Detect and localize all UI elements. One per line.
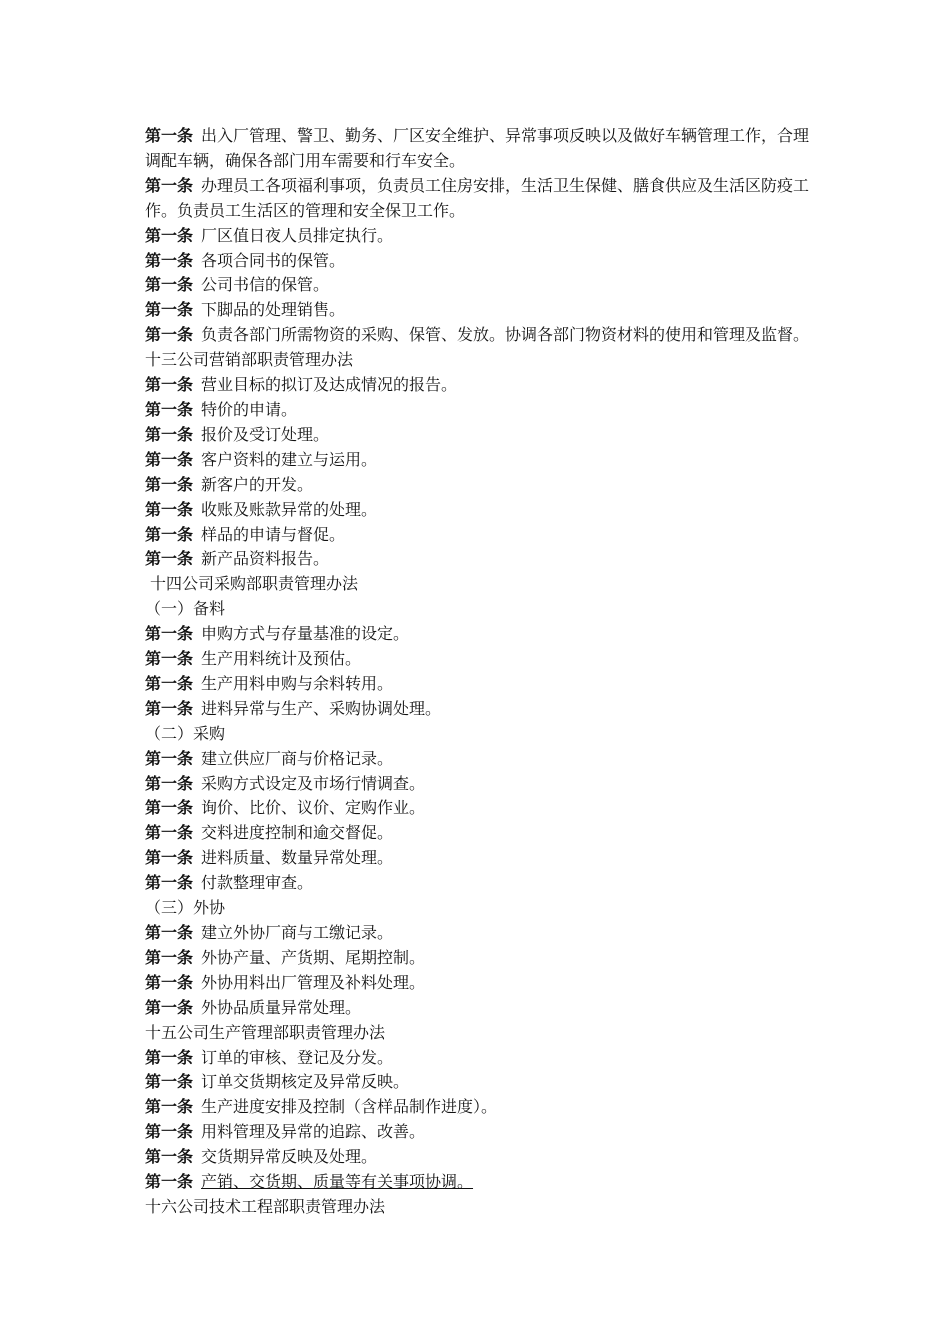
article-label: 第一条 bbox=[145, 524, 194, 544]
article-item bbox=[145, 747, 825, 772]
article-item bbox=[145, 821, 825, 846]
article-item bbox=[145, 996, 825, 1021]
article-text: 生产用料申购与余料转用。 bbox=[201, 673, 394, 693]
article-label: 第一条 bbox=[145, 972, 194, 992]
article-label: 第一条 bbox=[145, 474, 194, 494]
article-item bbox=[145, 174, 825, 224]
article-item bbox=[145, 1046, 825, 1071]
article-text: 收账及账款异常的处理。 bbox=[201, 499, 378, 519]
article-text: 下脚品的处理销售。 bbox=[201, 300, 346, 320]
article-text: 外协用料出厂管理及补料处理。 bbox=[201, 972, 426, 992]
article-item bbox=[145, 298, 825, 323]
article-item bbox=[145, 697, 825, 722]
article-item bbox=[145, 423, 825, 448]
article-text: 公司书信的保管。 bbox=[201, 275, 330, 295]
article-text: 付款整理审查。 bbox=[201, 873, 314, 893]
article-text: 建立外协厂商与工缴记录。 bbox=[201, 923, 394, 942]
article-item bbox=[145, 1145, 825, 1170]
article-label: 第一条 bbox=[145, 375, 194, 395]
article-text: 特价的申请。 bbox=[201, 399, 298, 419]
article-item bbox=[145, 946, 825, 971]
article-text: 询价、比价、议价、定购作业。 bbox=[201, 798, 426, 818]
article-label: 第一条 bbox=[145, 225, 194, 245]
article-item bbox=[145, 473, 825, 498]
article-text: 办理员工各项福利事项，负责员工住房安排，生活卫生保健、膳食供应及生活区防疫工作。负责员工生活区的管理和安全保卫工作。 bbox=[145, 175, 810, 220]
article-label: 第一条 bbox=[145, 649, 194, 669]
section-heading: 十四公司采购部职责管理办法 bbox=[150, 574, 359, 594]
article-label: 第一条 bbox=[145, 923, 194, 942]
article-text: 进料异常与生产、采购协调处理。 bbox=[201, 698, 442, 718]
article-text: 外协产量、产货期、尾期控制。 bbox=[201, 947, 426, 967]
article-label: 第一条 bbox=[145, 624, 194, 644]
article-item bbox=[145, 523, 825, 548]
subsection-title: （三）外协 bbox=[145, 898, 226, 918]
article-text: 进料质量、数量异常处理。 bbox=[201, 848, 394, 868]
article-text: 订单的审核、登记及分发。 bbox=[201, 1047, 394, 1067]
article-label: 第一条 bbox=[145, 873, 194, 893]
article-text: 建立供应厂商与价格记录。 bbox=[201, 748, 394, 768]
article-item bbox=[145, 398, 825, 423]
article-item bbox=[145, 498, 825, 523]
article-label: 第一条 bbox=[145, 325, 194, 345]
article-label: 第一条 bbox=[145, 1147, 194, 1167]
article-text: 出入厂管理、警卫、勤务、厂区安全维护、异常事项反映以及做好车辆管理工作，合理调配车辆，确保各部门用车需要和行车安全。 bbox=[145, 126, 810, 170]
article-item bbox=[145, 921, 825, 946]
article-label: 第一条 bbox=[145, 1047, 194, 1067]
section-heading: 十三公司营销部职责管理办法 bbox=[145, 350, 354, 370]
article-text: 外协品质量异常处理。 bbox=[201, 997, 362, 1017]
article-text: 交货期异常反映及处理。 bbox=[201, 1147, 378, 1167]
article-label: 第一条 bbox=[145, 947, 194, 967]
article-label: 第一条 bbox=[145, 399, 194, 419]
article-label: 第一条 bbox=[145, 773, 194, 793]
article-label: 第一条 bbox=[145, 1072, 194, 1092]
article-item bbox=[145, 448, 825, 473]
article-label: 第一条 bbox=[145, 449, 194, 469]
article-item bbox=[145, 1070, 825, 1095]
article-text: 交料进度控制和逾交督促。 bbox=[201, 823, 394, 843]
article-label: 第一条 bbox=[145, 673, 194, 693]
article-label: 第一条 bbox=[145, 275, 194, 295]
article-item bbox=[145, 772, 825, 797]
subsection-title: （一）备料 bbox=[145, 599, 226, 619]
article-item bbox=[145, 124, 825, 174]
article-text: 报价及受订处理。 bbox=[201, 424, 330, 444]
section-heading: 十五公司生产管理部职责管理办法 bbox=[145, 1022, 386, 1042]
article-item bbox=[145, 1120, 825, 1145]
article-text: 新产品资料报告。 bbox=[201, 549, 330, 569]
article-text: 营业目标的拟订及达成情况的报告。 bbox=[201, 375, 458, 395]
article-text: 样品的申请与督促。 bbox=[201, 524, 346, 544]
subsection-title: （二）采购 bbox=[145, 723, 226, 743]
article-label: 第一条 bbox=[145, 499, 194, 519]
section-heading: 十六公司技术工程部职责管理办法 bbox=[145, 1196, 386, 1216]
article-item bbox=[145, 547, 825, 572]
article-item bbox=[145, 971, 825, 996]
article-label: 第一条 bbox=[145, 549, 194, 569]
article-label: 第一条 bbox=[145, 823, 194, 843]
article-text: 申购方式与存量基准的设定。 bbox=[201, 624, 410, 644]
article-label: 第一条 bbox=[145, 424, 194, 444]
article-text: 客户资料的建立与运用。 bbox=[201, 449, 378, 469]
article-text: 产销、交货期、质量等有关事项协调。 bbox=[201, 1172, 474, 1192]
article-label: 第一条 bbox=[145, 175, 194, 195]
article-item bbox=[145, 323, 825, 348]
article-label: 第一条 bbox=[145, 798, 194, 818]
article-item bbox=[145, 249, 825, 274]
article-item bbox=[145, 1170, 825, 1195]
article-text: 生产用料统计及预估。 bbox=[201, 649, 362, 669]
article-text: 厂区值日夜人员排定执行。 bbox=[201, 225, 394, 245]
article-text: 各项合同书的保管。 bbox=[201, 250, 346, 270]
article-item bbox=[145, 871, 825, 896]
article-label: 第一条 bbox=[145, 1122, 194, 1142]
article-item bbox=[145, 672, 825, 697]
article-text: 生产进度安排及控制（含样品制作进度）。 bbox=[201, 1097, 498, 1117]
article-label: 第一条 bbox=[145, 848, 194, 868]
article-text: 负责各部门所需物资的采购、保管、发放。协调各部门物资材料的使用和管理及监督。 bbox=[201, 325, 810, 345]
article-label: 第一条 bbox=[145, 250, 194, 270]
article-item bbox=[145, 622, 825, 647]
document-body bbox=[145, 124, 825, 1220]
article-label: 第一条 bbox=[145, 748, 194, 768]
article-text: 新客户的开发。 bbox=[201, 474, 314, 494]
article-text: 订单交货期核定及异常反映。 bbox=[201, 1072, 410, 1092]
article-item bbox=[145, 224, 825, 249]
article-item bbox=[145, 373, 825, 398]
article-item bbox=[145, 273, 825, 298]
article-item bbox=[145, 1095, 825, 1120]
article-label: 第一条 bbox=[145, 1172, 194, 1192]
article-label: 第一条 bbox=[145, 300, 194, 320]
article-label: 第一条 bbox=[145, 126, 194, 145]
article-item bbox=[145, 846, 825, 871]
article-item bbox=[145, 796, 825, 821]
article-label: 第一条 bbox=[145, 698, 194, 718]
article-label: 第一条 bbox=[145, 1097, 194, 1117]
article-text: 用料管理及异常的追踪、改善。 bbox=[201, 1122, 426, 1142]
article-text: 采购方式设定及市场行情调查。 bbox=[201, 773, 426, 793]
article-item bbox=[145, 647, 825, 672]
article-label: 第一条 bbox=[145, 997, 194, 1017]
